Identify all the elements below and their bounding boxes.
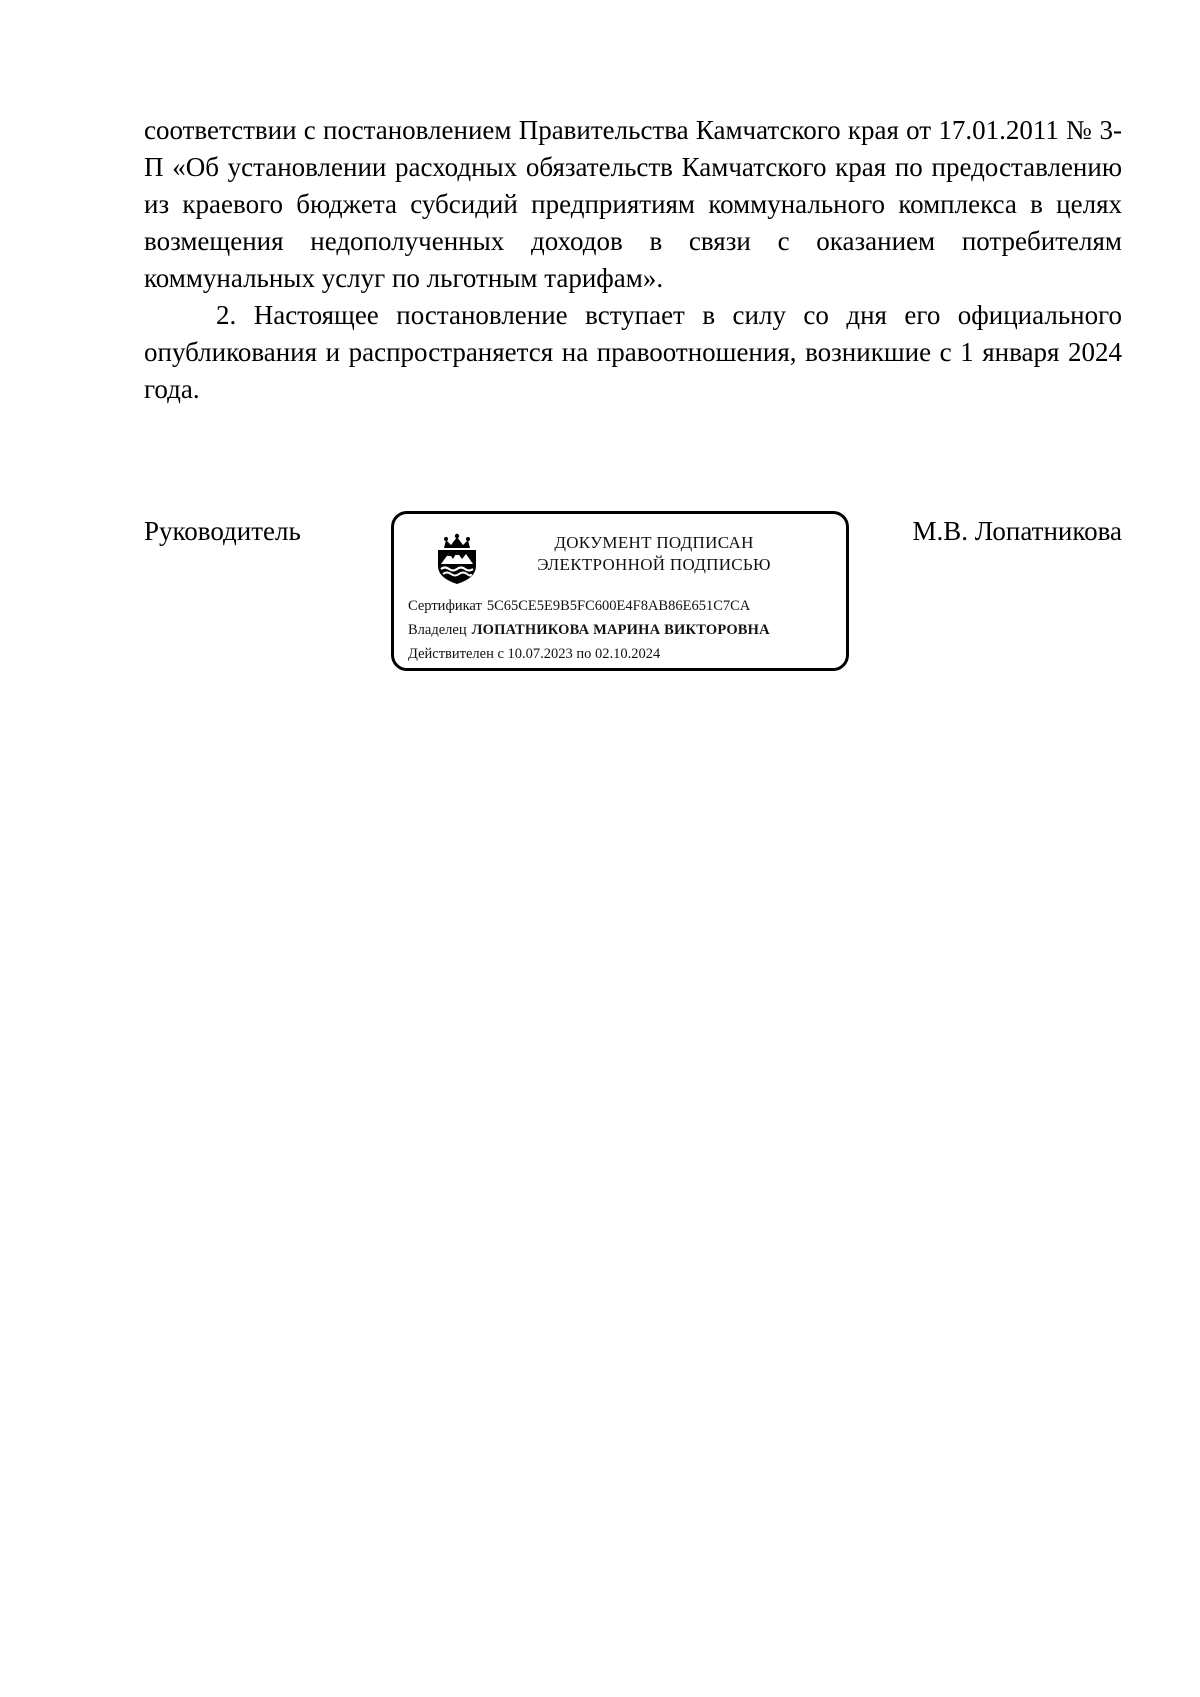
certificate-label: Сертификат xyxy=(408,598,482,614)
document-body xyxy=(144,112,1122,408)
electronic-signature-stamp xyxy=(391,511,849,671)
stamp-title xyxy=(494,532,814,576)
coat-of-arms-icon xyxy=(434,532,480,586)
stamp-title-line-2: ЭЛЕКТРОННОЙ ПОДПИСЬЮ xyxy=(537,555,771,574)
paragraph-effective-date: 2. Настоящее постановление вступает в силу со дня его официального опубликования и распространяется на правоотношения, возникшие с 1 января 2024 года. xyxy=(144,300,1122,404)
certificate-line xyxy=(408,594,838,618)
stamp-details xyxy=(408,594,838,666)
owner-label: Владелец xyxy=(408,622,467,638)
owner-value: ЛОПАТНИКОВА МАРИНА ВИКТОРОВНА xyxy=(471,622,770,638)
signatory-position: Руководитель xyxy=(144,516,301,546)
paragraph-continuation: соответствии с постановлением Правительства Камчатского края от 17.01.2011 № 3-П «Об установлении расходных обязательств Камчатского края по предоставлению из краевого бюджета субсидий предприятиям коммунального комплекса в целях возмещения недополученных доходов в связи с оказанием потребителям коммунальных услуг по льготным тарифам». xyxy=(144,115,1122,293)
stamp-title-line-1: ДОКУМЕНТ ПОДПИСАН xyxy=(554,533,754,552)
signatory-name: М.В. Лопатникова xyxy=(912,516,1122,546)
owner-line xyxy=(408,618,838,642)
certificate-value: 5C65CE5E9B5FC600E4F8AB86E651C7CA xyxy=(486,598,751,614)
validity-line: Действителен с 10.07.2023 по 02.10.2024 xyxy=(408,646,661,662)
